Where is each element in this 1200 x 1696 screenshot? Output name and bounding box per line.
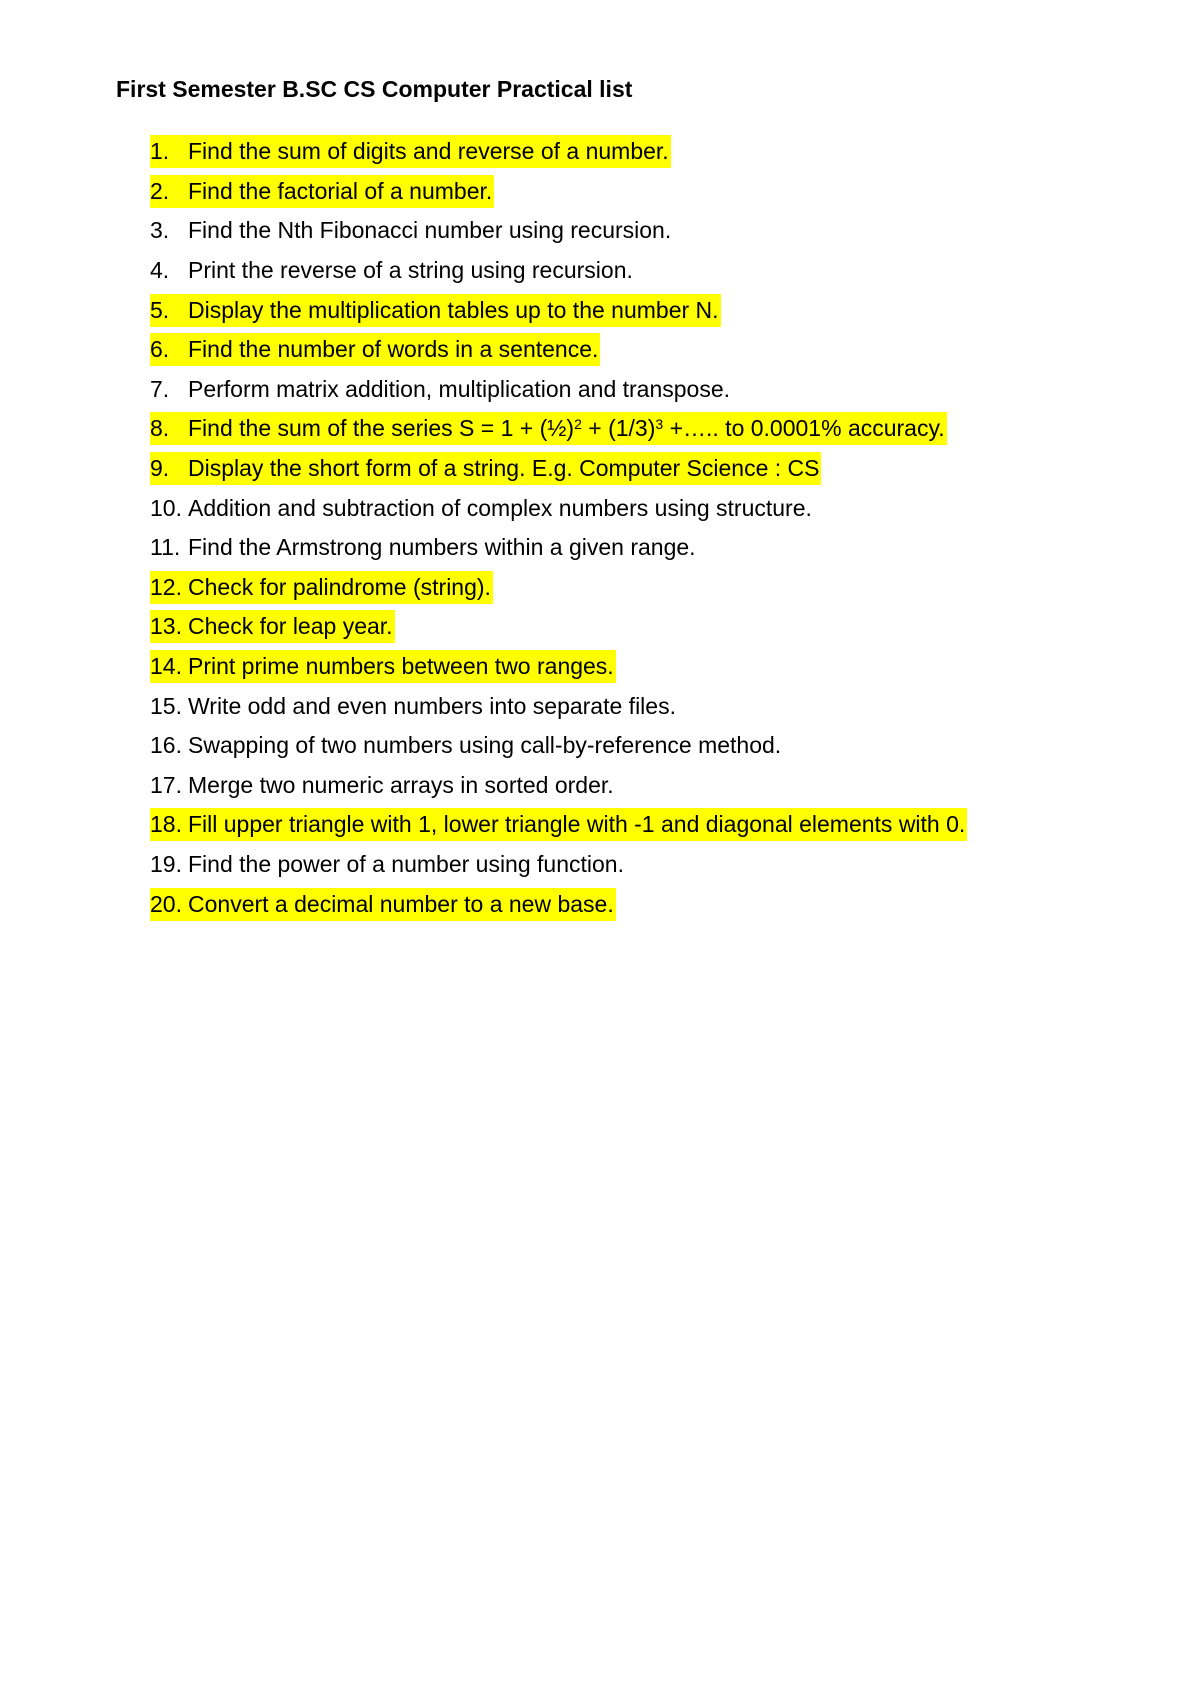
item-highlight — [150, 808, 967, 841]
item-number: 4. — [150, 257, 170, 284]
list-item — [150, 766, 967, 806]
item-text: Write odd and even numbers into separate files. — [188, 692, 676, 719]
series-text-end: +….. to 0.0001% accuracy. — [663, 415, 945, 442]
item-text: Perform matrix addition, multiplication and transpose. — [188, 375, 731, 402]
item-highlight — [150, 848, 626, 881]
list-item — [150, 845, 967, 885]
item-number: 12. — [150, 573, 182, 600]
item-highlight — [150, 214, 673, 247]
list-item — [150, 132, 967, 172]
item-number: 2. — [150, 177, 170, 204]
list-item — [150, 607, 967, 647]
practical-list — [150, 132, 967, 924]
item-number: 6. — [150, 336, 170, 363]
list-item — [150, 370, 967, 410]
list-item — [150, 211, 967, 251]
item-number: 13. — [150, 613, 182, 640]
item-text: Display the multiplication tables up to the number N. — [188, 296, 719, 323]
item-highlight — [150, 729, 783, 762]
item-number: 20. — [150, 890, 182, 917]
item-number: 19. — [150, 850, 182, 877]
item-number: 9. — [150, 455, 170, 482]
series-exponent-3: 3 — [655, 416, 664, 433]
list-item — [150, 726, 967, 766]
item-highlight — [150, 452, 821, 485]
series-exponent-2: 2 — [574, 416, 582, 433]
item-highlight — [150, 650, 616, 683]
item-text: Check for leap year. — [188, 613, 393, 640]
item-highlight — [150, 294, 721, 327]
item-text-series — [188, 415, 945, 442]
item-text: Convert a decimal number to a new base. — [188, 890, 614, 917]
item-number: 3. — [150, 217, 170, 244]
item-highlight — [150, 412, 947, 445]
item-highlight — [150, 769, 616, 802]
item-number: 11. — [150, 534, 181, 561]
list-item — [150, 409, 967, 449]
list-item — [150, 568, 967, 608]
item-text: Find the sum of digits and reverse of a number. — [188, 138, 669, 165]
item-highlight — [150, 690, 678, 723]
item-text: Merge two numeric arrays in sorted order. — [188, 771, 614, 798]
item-highlight — [150, 531, 698, 564]
item-text: Find the Armstrong numbers within a given range. — [188, 534, 696, 561]
list-item — [150, 488, 967, 528]
item-highlight — [150, 333, 600, 366]
item-number: 7. — [150, 375, 170, 402]
item-number: 1. — [150, 138, 170, 165]
item-highlight — [150, 492, 814, 525]
item-number: 8. — [150, 415, 170, 442]
item-text: Addition and subtraction of complex numbers using structure. — [188, 494, 812, 521]
item-highlight — [150, 571, 493, 604]
item-highlight — [150, 373, 732, 406]
item-highlight — [150, 135, 671, 168]
item-number: 10. — [150, 494, 182, 521]
item-number: 18. — [150, 811, 182, 838]
list-item — [150, 330, 967, 370]
item-text: Find the factorial of a number. — [188, 177, 493, 204]
item-text: Check for palindrome (string). — [188, 573, 491, 600]
item-text: Find the power of a number using function. — [188, 850, 624, 877]
item-text: Swapping of two numbers using call-by-reference method. — [188, 732, 782, 759]
list-item — [150, 805, 967, 845]
item-number: 14. — [150, 653, 182, 680]
series-text-mid: + (1/3) — [581, 415, 656, 442]
list-item — [150, 172, 967, 212]
list-item — [150, 647, 967, 687]
list-item — [150, 251, 967, 291]
item-number: 16. — [150, 732, 182, 759]
item-text: Find the Nth Fibonacci number using recursion. — [188, 217, 672, 244]
document-title: First Semester B.SC CS Computer Practical list — [116, 76, 633, 102]
item-number: 5. — [150, 296, 170, 323]
list-item — [150, 528, 967, 568]
item-text: Print prime numbers between two ranges. — [188, 653, 614, 680]
item-highlight — [150, 254, 635, 287]
list-item — [150, 884, 967, 924]
item-number: 15. — [150, 692, 182, 719]
item-highlight — [150, 175, 494, 208]
list-item — [150, 686, 967, 726]
item-highlight — [150, 888, 616, 921]
item-text: Fill upper triangle with 1, lower triangle with -1 and diagonal elements with 0. — [188, 811, 966, 838]
item-text: Print the reverse of a string using recursion. — [188, 257, 633, 284]
list-item — [150, 290, 967, 330]
list-item — [150, 449, 967, 489]
item-number: 17. — [150, 771, 182, 798]
item-highlight — [150, 610, 395, 643]
item-text: Display the short form of a string. E.g. Computer Science : CS — [188, 455, 820, 482]
series-text-start: Find the sum of the series S = 1 + (½) — [188, 415, 575, 442]
item-text: Find the number of words in a sentence. — [188, 336, 599, 363]
